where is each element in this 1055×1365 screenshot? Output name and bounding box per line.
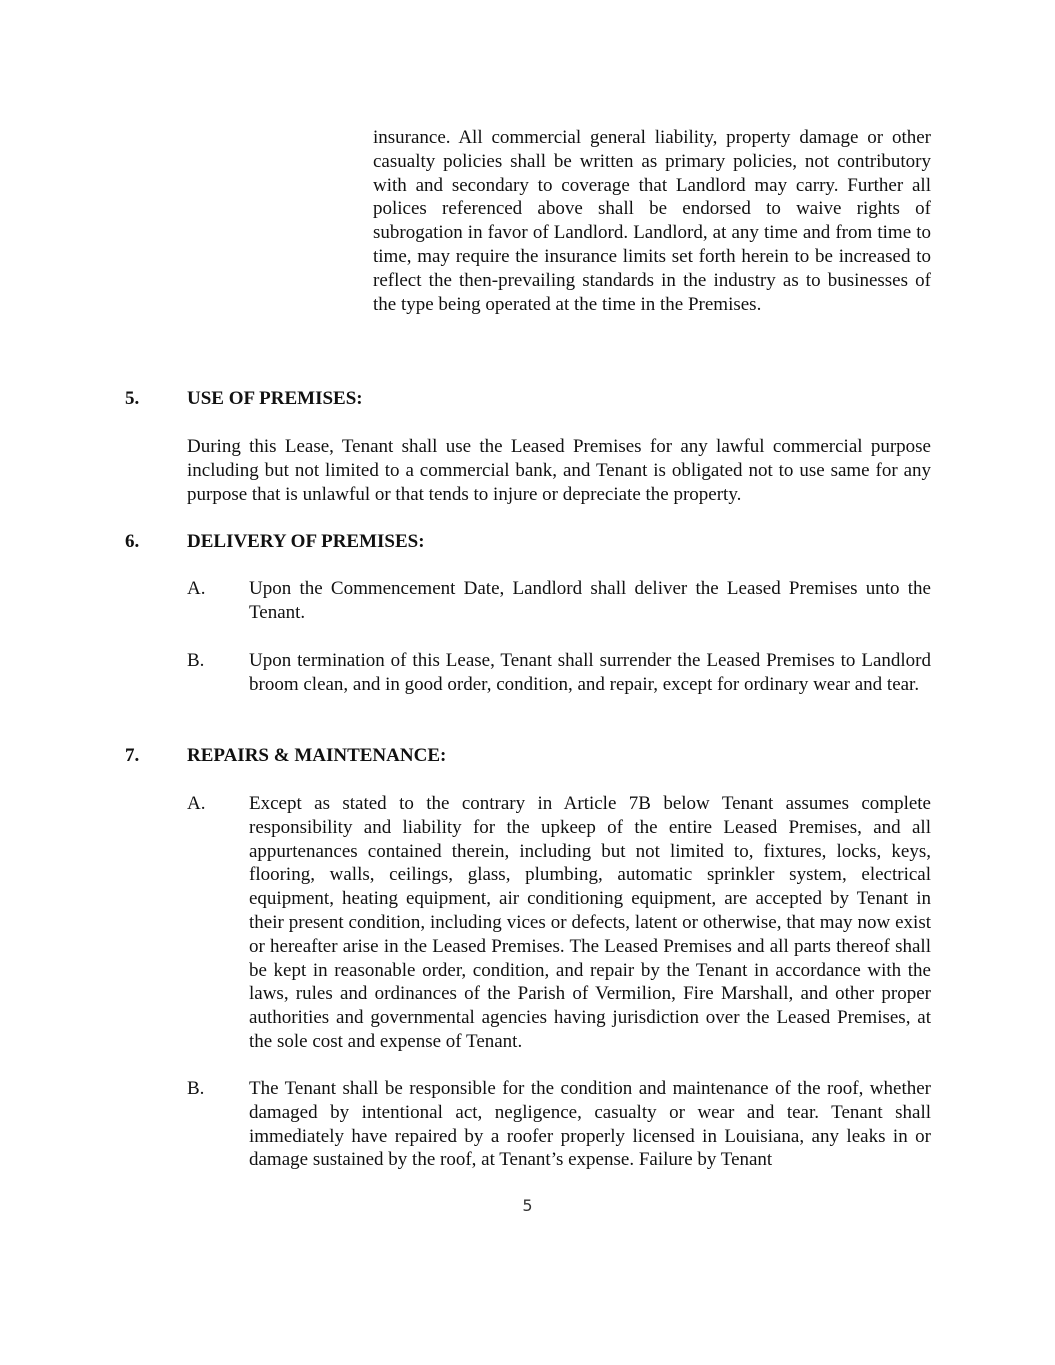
item-text: Upon termination of this Lease, Tenant shall surrender the Leased Premises to Landlord broom clean, and in good order, condition, and repair, except for ordinary wear and tear. — [249, 650, 931, 695]
section-6-item-b — [187, 649, 931, 721]
item-letter: A. — [187, 793, 206, 814]
section-title: DELIVERY OF PREMISES: — [187, 531, 425, 552]
item-text: Except as stated to the contrary in Article 7B below Tenant assumes complete responsibility and liability for the upkeep of the entire Leased Premises, and all appurtenances contained therein, including but not limited to, fixtures, locks, keys, flooring, walls, ceilings, glass, plumbing, automatic sprinkler system, electrical equipment, heating equipment, air conditioning equipment, are accepted by Tenant in their present condition, including vices or defects, latent or otherwise, that may now exist or hereafter arise in the Leased Premises. The Leased Premises and all parts thereof shall be kept in reasonable order, condition, and repair by the Tenant in accordance with the laws, rules and ordinances of the Parish of Vermilion, Fire Marshall, and other proper authorities and governmental agencies having jurisdiction over the Leased Premises, at the sole cost and expense of Tenant. — [249, 793, 931, 1052]
item-letter: A. — [187, 578, 206, 599]
section-5-heading — [125, 387, 931, 411]
section-6-heading — [125, 530, 931, 554]
item-letter: B. — [187, 650, 205, 671]
section-7-item-b — [187, 1077, 931, 1173]
page-number: 5 — [522, 1196, 533, 1215]
section-7-item-a — [187, 792, 931, 1056]
section-6-item-a — [187, 577, 931, 625]
section-number: 6. — [125, 531, 140, 552]
section-title: USE OF PREMISES: — [187, 388, 363, 409]
section-5-body: During this Lease, Tenant shall use the Leased Premises for any lawful commercial purpose including but not limited to a commercial bank, and Tenant is obligated not to use same for any purpose that is unlawful or that tends to injure or depreciate the property. — [187, 436, 931, 505]
section-7-heading — [125, 744, 931, 768]
continuation-paragraph: insurance. All commercial general liability, property damage or other casualty policies shall be written as primary policies, not contributory with and secondary to coverage that Landlord may carry. Further all polices referenced above shall be endorsed to waive rights of subrogation in favor of Landlord. Landlord, at any time and from time to time, may require the insurance limits set forth herein to be increased to reflect the then-prevailing standards in the industry as to businesses of the type being operated at the time in the Premises. — [373, 127, 931, 315]
item-letter: B. — [187, 1078, 205, 1099]
item-text: Upon the Commencement Date, Landlord shall deliver the Leased Premises unto the Tenant. — [249, 578, 931, 623]
item-text: The Tenant shall be responsible for the condition and maintenance of the roof, whether damaged by intentional act, negligence, casualty or wear and tear. Tenant shall immediately have repaired by a roofer properly licensed in Louisiana, any leaks in or damage sustained by the roof, at Tenant’s expense. Failure by Tenant — [249, 1078, 931, 1171]
section-number: 7. — [125, 745, 140, 766]
section-number: 5. — [125, 388, 140, 409]
section-title: REPAIRS & MAINTENANCE: — [187, 745, 447, 766]
